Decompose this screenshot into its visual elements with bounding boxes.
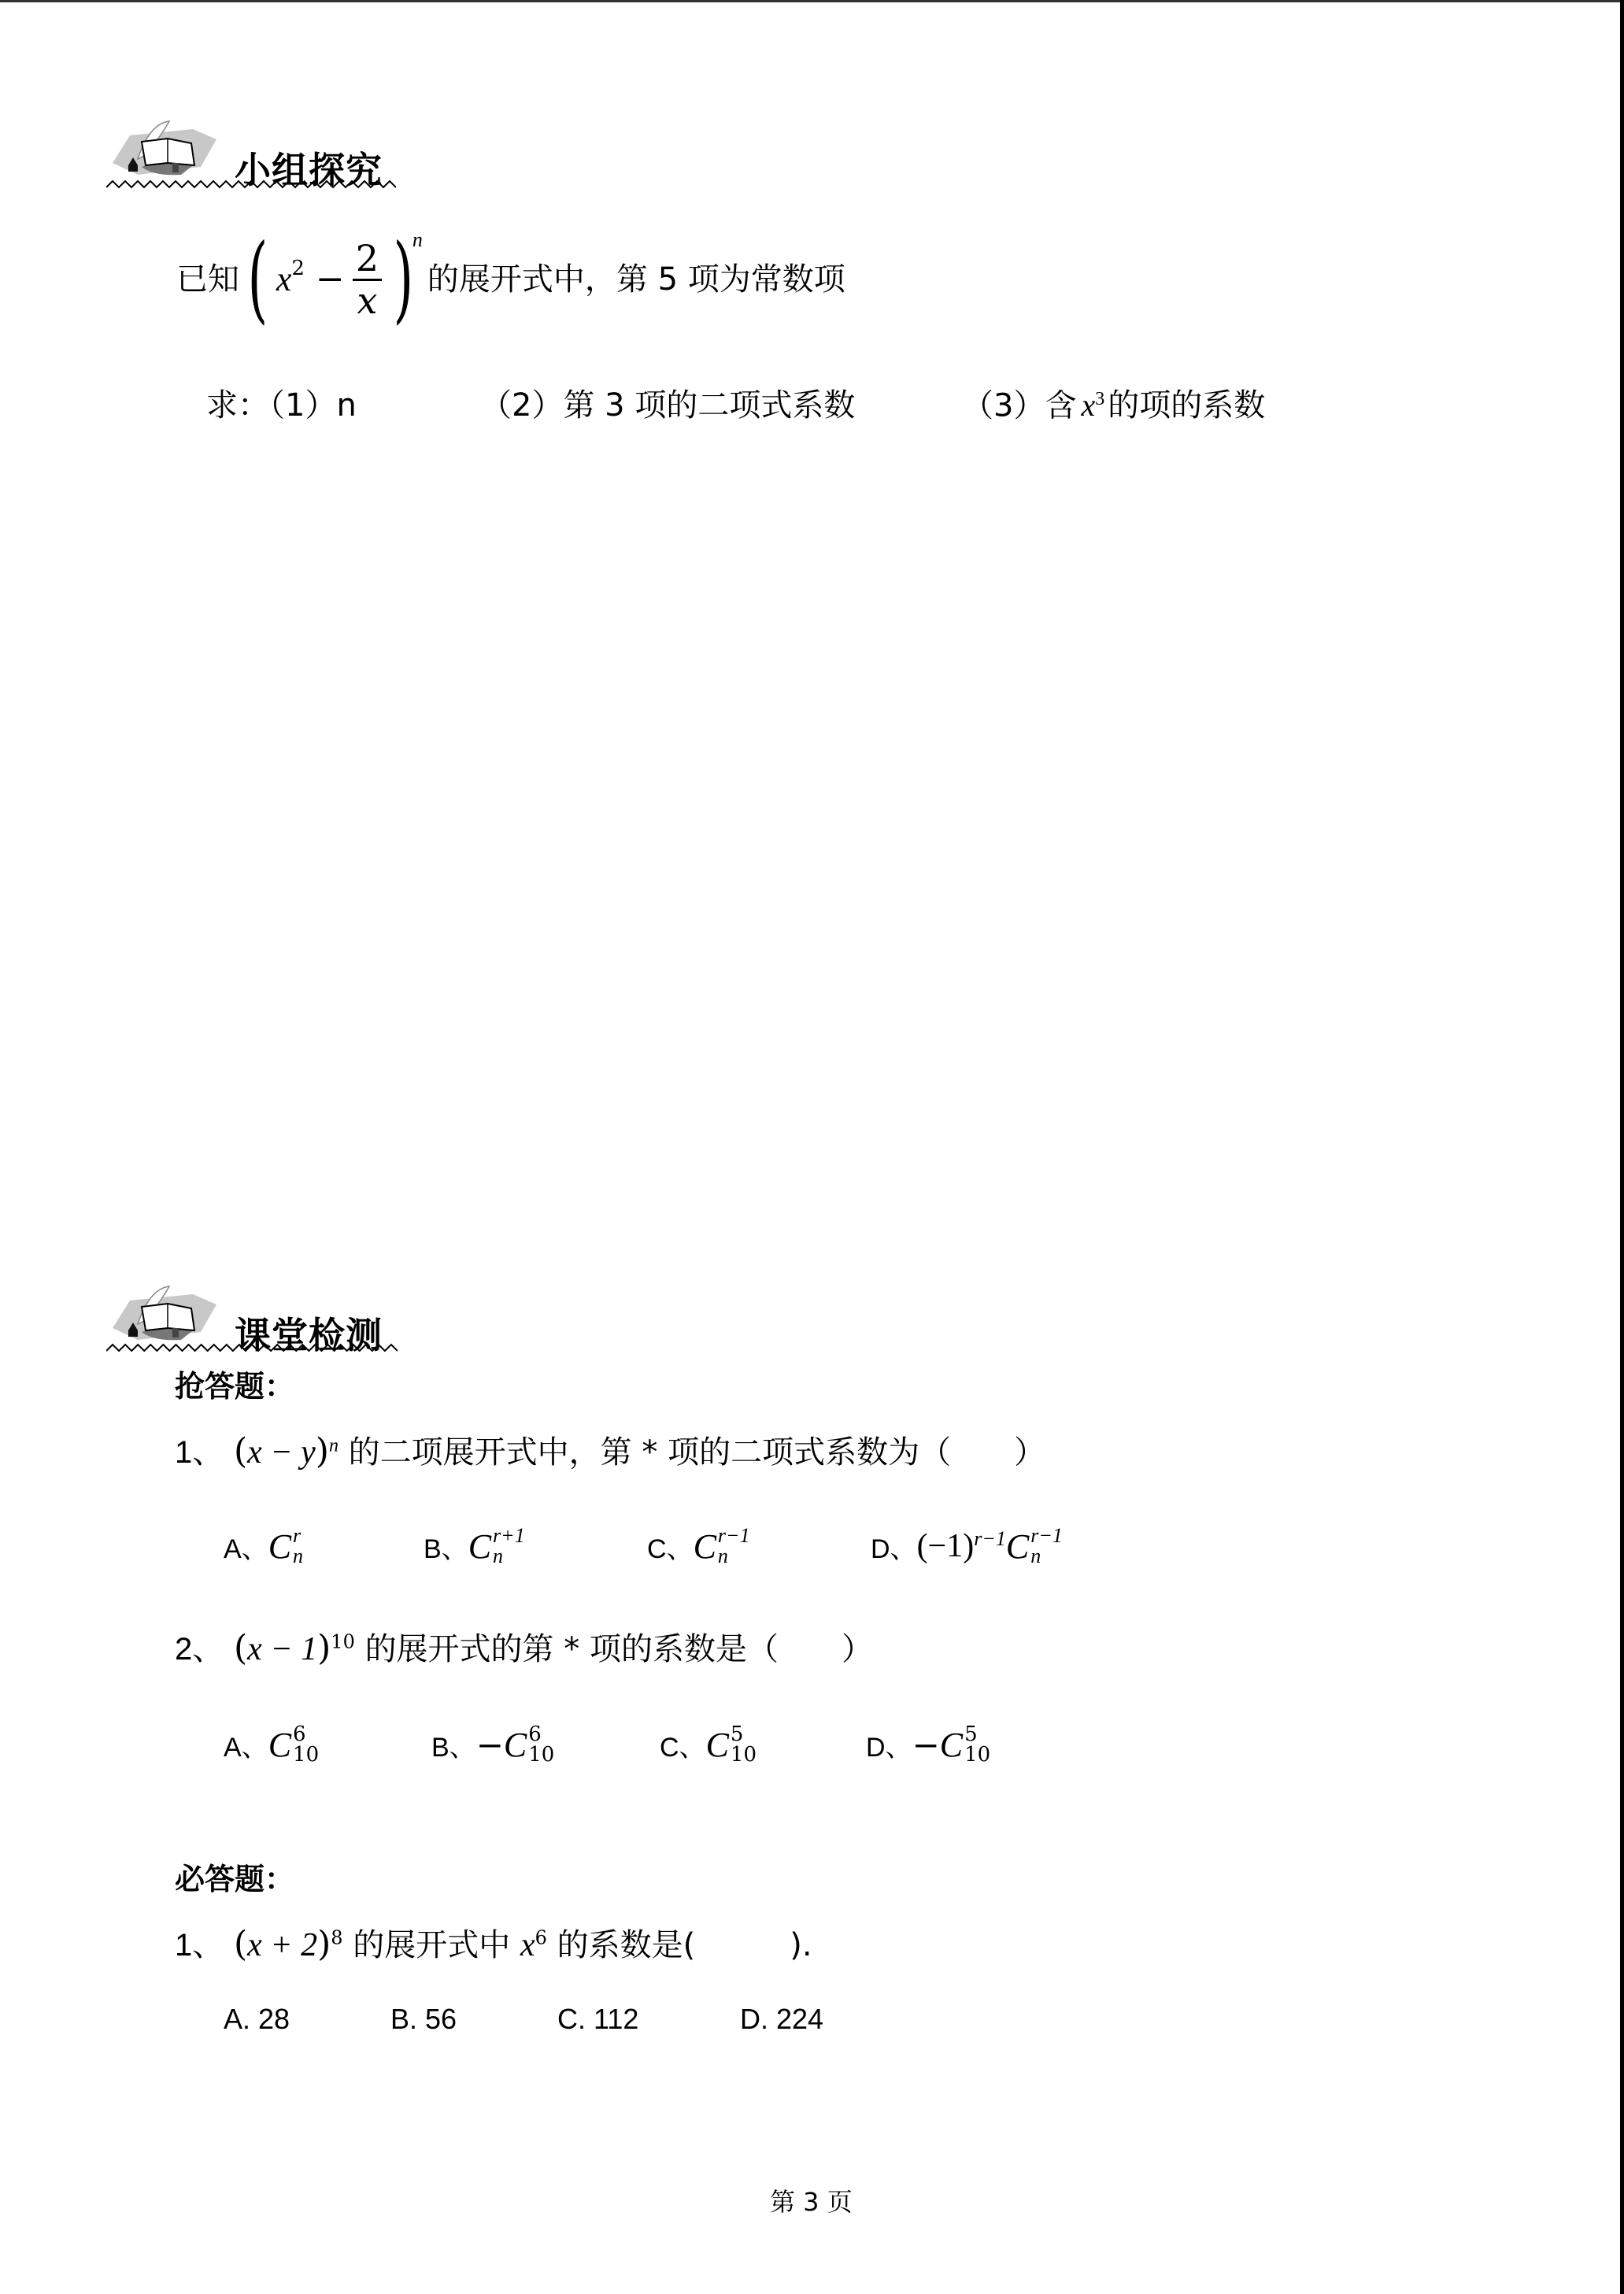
section-title-group-inquiry: 小组探究 — [235, 149, 383, 191]
option-letter: D、 — [866, 1732, 912, 1763]
option-sign: − — [912, 1725, 940, 1764]
option-sign: − — [475, 1725, 504, 1764]
combination-indices: r+1 n — [493, 1524, 525, 1567]
combination-symbol: C — [268, 1526, 292, 1566]
option-letter: A、 — [224, 1534, 268, 1564]
combination-symbol: C — [468, 1526, 492, 1566]
book-quill-icon — [106, 1285, 224, 1348]
wavy-underline — [106, 1343, 398, 1352]
combination-symbol: C — [693, 1526, 716, 1566]
question-text-a: 的展开式中 — [353, 1927, 511, 1963]
minus-sign: − — [315, 259, 345, 299]
page-number: 第 3 页 — [770, 2187, 853, 2217]
paren-close: ) — [393, 224, 414, 334]
quick-question-1 — [175, 1431, 1046, 1471]
fraction-denominator: x — [357, 279, 378, 322]
combination-symbol: C — [1005, 1526, 1030, 1566]
page-border-top — [0, 0, 1624, 2]
question-var: x — [520, 1927, 535, 1963]
section-title-class-test: 课堂检测 — [235, 1314, 383, 1356]
wavy-underline — [106, 179, 396, 189]
paren-open: ( — [247, 224, 268, 334]
expr-close: ) — [315, 1431, 329, 1471]
problem-statement — [176, 224, 845, 334]
quick-question-2 — [175, 1628, 873, 1668]
combination-indices: r−1 n — [1030, 1524, 1063, 1567]
combination-symbol: C — [939, 1725, 964, 1764]
fraction — [353, 236, 382, 322]
combination-indices: r n — [293, 1524, 304, 1567]
required-question-1-option-c[interactable]: C. 112 — [557, 2003, 639, 2035]
base-exponent: 2 — [291, 257, 305, 280]
option-letter: B、 — [424, 1534, 468, 1564]
question-text: 的展开式的第 * 项的系数是（ ） — [364, 1631, 873, 1667]
quick-question-2-option-c[interactable] — [660, 1724, 757, 1765]
combination-indices: r−1 n — [717, 1524, 750, 1567]
part-3 — [962, 387, 1266, 424]
expr-body: x + 2 — [247, 1927, 318, 1963]
combination-indices: 5 10 — [730, 1722, 757, 1767]
combination-indices: 6 10 — [528, 1722, 555, 1767]
ask-label: 求： — [206, 387, 269, 424]
question-number: 2、 — [175, 1632, 224, 1667]
combination-symbol: C — [268, 1725, 292, 1764]
page-border-right — [1620, 0, 1624, 2294]
option-letter: C、 — [660, 1732, 706, 1763]
expr-close: ) — [317, 1628, 331, 1668]
expr-open: ( — [233, 1628, 248, 1668]
problem-suffix: 的展开式中，第 5 项为常数项 — [427, 261, 845, 298]
required-question-1-option-a[interactable]: A. 28 — [224, 2003, 290, 2035]
question-var-exp: 6 — [535, 1926, 547, 1949]
required-question-1 — [175, 1924, 812, 1964]
combination-indices: 6 10 — [293, 1722, 320, 1767]
part-3-var: x — [1081, 387, 1096, 424]
quick-question-1-option-a[interactable] — [224, 1526, 303, 1567]
combination-indices: 5 10 — [964, 1722, 991, 1767]
option-letter: A、 — [224, 1732, 268, 1763]
sign-prefix: (−1) — [916, 1528, 975, 1564]
quick-question-1-option-c[interactable] — [647, 1526, 750, 1567]
question-text-b: 的系数是( ). — [557, 1927, 812, 1963]
expr-open: ( — [233, 1431, 248, 1471]
book-quill-icon — [106, 120, 224, 183]
outer-exponent: n — [412, 228, 423, 251]
expr-body: x − y — [247, 1434, 316, 1471]
part-2: （2）第 3 项的二项式系数 — [480, 387, 856, 424]
part-1: （1）n — [253, 387, 357, 424]
group-label-required: 必答题： — [175, 1862, 295, 1896]
option-letter: C、 — [647, 1534, 694, 1564]
problem-prefix: 已知 — [176, 261, 239, 298]
quick-question-2-option-a[interactable] — [224, 1724, 319, 1765]
combination-symbol: C — [705, 1725, 729, 1764]
expr-body: x − 1 — [247, 1631, 318, 1667]
question-text: 的二项展开式中，第 * 项的二项式系数为（ ） — [348, 1434, 1046, 1471]
group-label-quick-answer: 抢答题： — [175, 1369, 295, 1404]
combination-symbol: C — [503, 1725, 527, 1764]
quick-question-1-option-b[interactable] — [424, 1526, 525, 1567]
quick-question-2-option-d[interactable] — [866, 1724, 990, 1765]
required-question-1-option-d[interactable]: D. 224 — [740, 2003, 824, 2035]
expr-close: ) — [317, 1924, 331, 1964]
option-letter: B、 — [431, 1732, 476, 1763]
sign-prefix-exp: r−1 — [974, 1527, 1006, 1550]
expr-exp: 10 — [331, 1630, 355, 1653]
quick-question-1-option-d[interactable] — [871, 1526, 1063, 1567]
part-3-suffix: 的项的系数 — [1108, 387, 1266, 424]
fraction-numerator: 2 — [353, 239, 382, 281]
required-question-1-option-b[interactable]: B. 56 — [390, 2003, 457, 2035]
option-letter: D、 — [871, 1534, 917, 1564]
quick-question-2-option-b[interactable] — [431, 1724, 554, 1765]
question-number: 1、 — [175, 1928, 224, 1963]
expr-open: ( — [233, 1924, 248, 1964]
part-3-exp: 3 — [1095, 389, 1105, 409]
question-number: 1、 — [175, 1435, 224, 1470]
expr-exp: 8 — [331, 1926, 343, 1949]
part-3-prefix: （3）含 — [962, 387, 1077, 424]
expr-exp: n — [328, 1435, 338, 1456]
base-term: x — [276, 260, 292, 298]
